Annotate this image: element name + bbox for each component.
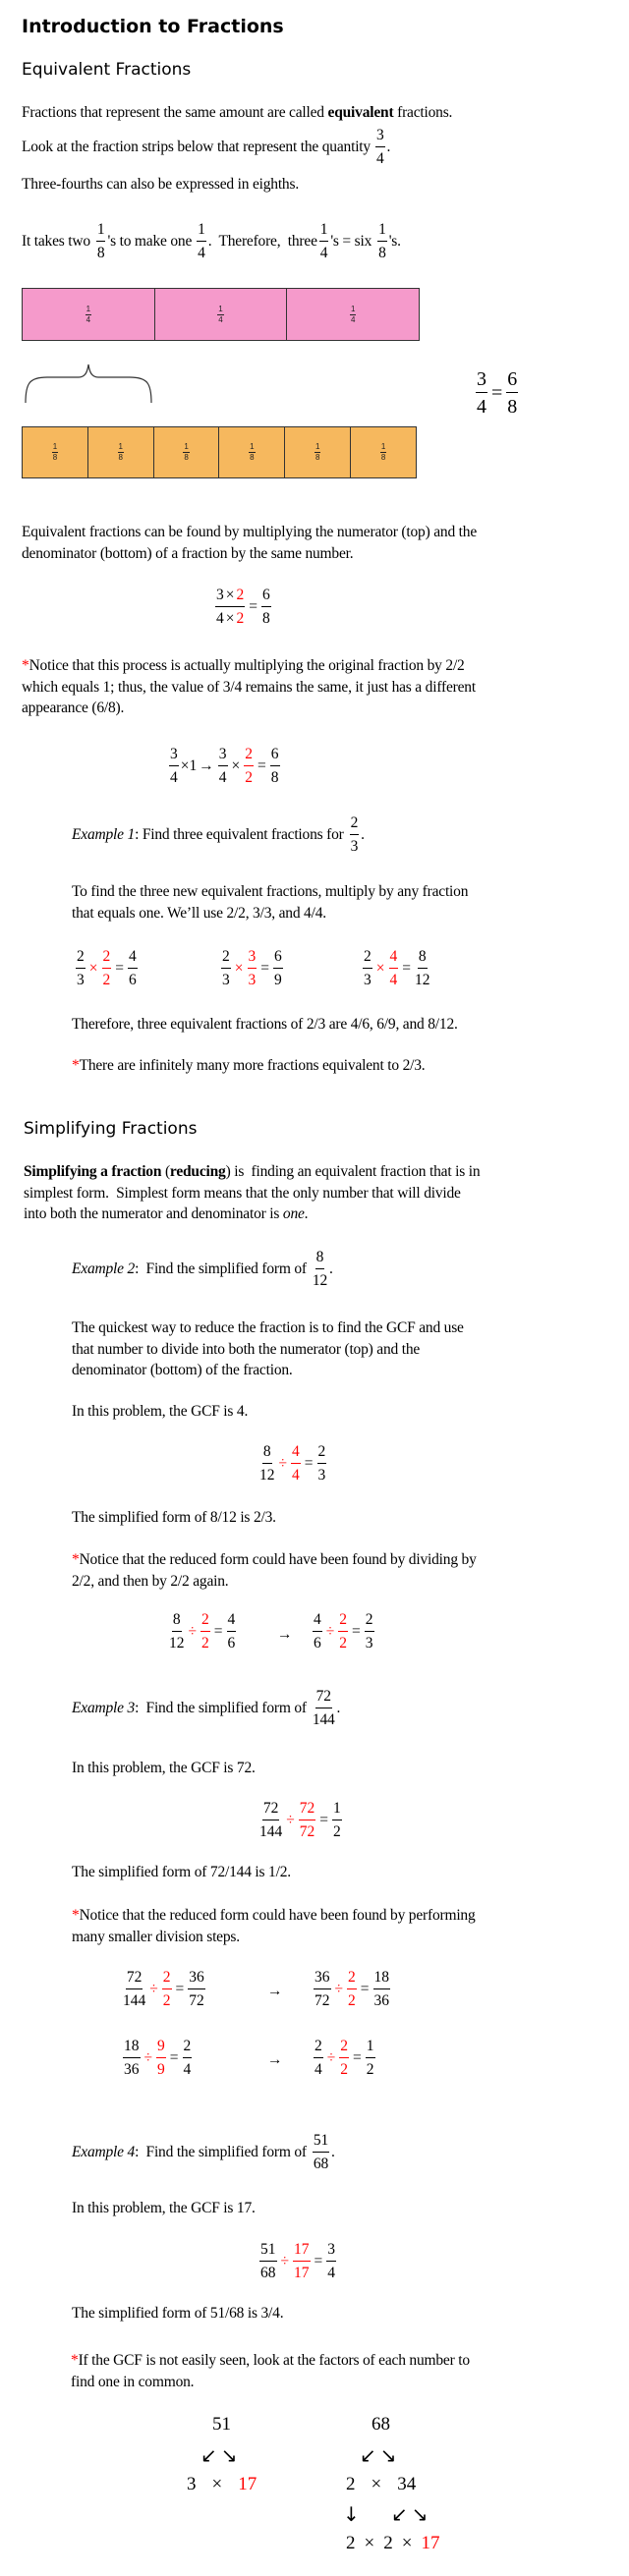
- strip-cell-eighth: 1 8: [285, 427, 351, 477]
- intro-text-end: fractions.: [393, 104, 453, 121]
- fraction: $\frac{2}{2}$: [348, 1969, 356, 2009]
- line: 2/2, and then by 2/2 again.: [72, 1572, 229, 1590]
- equals: =: [213, 1622, 223, 1640]
- section-heading-simplifying: Simplifying Fractions: [24, 1119, 198, 1139]
- divide: ÷: [326, 2048, 336, 2066]
- fraction: $\frac{3}{4}$: [170, 746, 178, 786]
- example-label: Example 3: [72, 1699, 136, 1716]
- fraction: $\frac{72}{144}$: [123, 1969, 146, 2009]
- step-equation: [167, 1612, 238, 1651]
- fraction: $\frac{18}{36}$: [373, 1969, 390, 2009]
- period: .: [336, 1699, 341, 1716]
- times: ×: [88, 959, 98, 977]
- result-text: The simplified form of 72/144 is 1/2.: [72, 1864, 291, 1880]
- factor: 34: [397, 2474, 417, 2494]
- common-factor: 17: [238, 2474, 257, 2494]
- fraction: $\frac{6}{9}$: [274, 948, 282, 988]
- equals: =: [353, 2048, 362, 2066]
- example-2-prompt: [72, 1250, 333, 1288]
- text: (: [161, 1163, 170, 1180]
- look-line: [22, 128, 390, 166]
- gcf-text: In this problem, the GCF is 4.: [72, 1403, 249, 1420]
- fraction: $\frac{8}{12}$: [169, 1611, 185, 1652]
- notice-paragraph-4: [71, 2350, 470, 2392]
- common-factor: 17: [421, 2533, 440, 2553]
- text: : Find the simplified form of: [135, 1699, 307, 1716]
- text: There are infinitely many more fractions equivalent to 2/3.: [79, 1057, 426, 1074]
- gcf-text: In this problem, the GCF is 17.: [72, 2200, 256, 2216]
- fraction: $\frac{3}{3}$: [248, 948, 257, 988]
- notice-paragraph-2: [72, 1549, 477, 1592]
- intro-text: Fractions that represent the same amount are called: [22, 104, 328, 121]
- strip-cell-fourth: 1 4: [23, 289, 155, 340]
- division-equation: [257, 2242, 338, 2280]
- fraction: $\frac{9}{9}$: [157, 2038, 165, 2078]
- divide: ÷: [280, 2252, 290, 2269]
- fraction: $\frac{3 \times 2}{4 \times 2}$: [216, 587, 245, 627]
- fraction: $\frac{2}{3}$: [317, 1443, 326, 1484]
- divide: ÷: [143, 2048, 153, 2066]
- fraction: $\frac{8}{12}$: [415, 948, 430, 988]
- fraction: $\frac{4}{4}$: [389, 948, 398, 988]
- fraction: $\frac{2}{2}$: [201, 1611, 209, 1652]
- branch-arrows-icon: ↙↘: [200, 2443, 242, 2467]
- strip-cell-fourth: 1 4: [350, 304, 356, 324]
- fraction: $\frac{18}{36}$: [124, 2038, 140, 2078]
- line: To find the three new equivalent fractions, multiply by any fraction: [72, 883, 469, 900]
- times-one-equation: [167, 747, 282, 785]
- text: : Find the simplified form of: [135, 1260, 307, 1277]
- strip-cell-eighth: 1 8: [23, 427, 88, 477]
- fraction: $\frac{6}{8}$: [270, 746, 279, 786]
- times: ×: [401, 2533, 413, 2553]
- therefore-text: Therefore, three equivalent fractions of 2/3 are 4/6, 6/9, and 8/12.: [72, 1016, 458, 1033]
- equals: =: [402, 959, 411, 977]
- fraction: 8 12: [312, 1249, 327, 1289]
- product-equation-3: [361, 949, 432, 987]
- equals: =: [360, 1980, 370, 1997]
- fraction: $\frac{6}{8}$: [507, 368, 518, 418]
- asterisk: *: [71, 2352, 79, 2369]
- divide: ÷: [334, 1980, 344, 1997]
- fraction: 2 3: [350, 814, 359, 855]
- step-equation: [121, 1970, 207, 2008]
- fraction: 1 8: [96, 221, 105, 261]
- fraction: $\frac{72}{72}$: [299, 1800, 315, 1840]
- fraction: $\frac{3}{4}$: [218, 746, 227, 786]
- factor-row-final: [346, 2533, 439, 2554]
- equals: =: [257, 756, 266, 774]
- fraction: 3 4: [375, 127, 384, 167]
- times: ×: [231, 756, 241, 774]
- equals: =: [169, 2048, 179, 2066]
- fraction: $\frac{36}{72}$: [189, 1969, 204, 2009]
- fraction: $\frac{2}{3}$: [77, 948, 85, 988]
- divide: ÷: [286, 1811, 295, 1828]
- step-equation: [312, 2039, 377, 2077]
- multiply-equation: [213, 588, 273, 626]
- gcf-text: In this problem, the GCF is 72.: [72, 1760, 256, 1776]
- example-4-prompt: [72, 2133, 335, 2171]
- three-fourths-text: Three-fourths can also be expressed in eighths.: [22, 176, 299, 193]
- fraction: $\frac{4}{6}$: [314, 1611, 321, 1652]
- term-equivalent: equivalent: [327, 104, 394, 121]
- eighths-strip: [22, 426, 417, 478]
- fraction: $\frac{36}{72}$: [314, 1969, 330, 2009]
- look-text: Look at the fraction strips below that represent the quantity: [22, 138, 371, 155]
- fraction: $\frac{3}{4}$: [477, 368, 486, 418]
- example-label: Example 4: [72, 2143, 136, 2160]
- text: . Therefore, three: [207, 232, 317, 250]
- factor-tree-root-68: 68: [372, 2414, 390, 2435]
- period: .: [329, 1260, 333, 1277]
- fraction: $\frac{2}{2}$: [340, 2038, 349, 2078]
- fraction: $\frac{3}{4}$: [327, 2241, 336, 2281]
- result-text: The simplified form of 8/12 is 2/3.: [72, 1509, 276, 1526]
- term-one: one: [282, 1205, 305, 1222]
- line: find one in common.: [71, 2373, 195, 2390]
- asterisk: *: [72, 1057, 80, 1074]
- factor-row-51: [187, 2474, 257, 2495]
- fraction: $\frac{2}{3}$: [364, 948, 372, 988]
- fraction: $\frac{2}{3}$: [365, 1611, 373, 1652]
- equals: =: [115, 959, 124, 977]
- step-equation: [121, 2039, 194, 2077]
- fraction: 1 8: [378, 221, 386, 261]
- notice-paragraph-1: [22, 655, 476, 719]
- times: ×: [371, 2474, 382, 2494]
- strip-cell-eighth: 1 8: [219, 427, 285, 477]
- fraction: $\frac{2}{2}$: [339, 1611, 348, 1652]
- fraction: $\frac{2}{4}$: [183, 2038, 192, 2078]
- fraction: 51 68: [313, 2132, 328, 2172]
- line: denominator (bottom) of the fraction.: [72, 1362, 293, 1378]
- example-1-prompt: [72, 815, 365, 854]
- equals: =: [314, 2252, 323, 2269]
- period: .: [304, 1205, 309, 1222]
- line: Notice that the reduced form could have been found by dividing by: [79, 1551, 477, 1568]
- times: ×: [375, 959, 385, 977]
- fraction: $\frac{1}{2}$: [366, 2038, 374, 2078]
- equals: =: [491, 381, 503, 404]
- fraction: 72 144: [312, 1688, 335, 1728]
- section-heading-equivalent: Equivalent Fractions: [22, 60, 192, 80]
- division-equation: [257, 1444, 328, 1483]
- strip-cell-fourth: 1 4: [155, 289, 288, 340]
- intro-paragraph: [22, 102, 452, 124]
- example-label: Example 2: [72, 1260, 136, 1277]
- line: which equals 1; thus, the value of 3/4 remains the same, it just has a different: [22, 678, 476, 696]
- equals: =: [319, 1811, 329, 1828]
- text: 's to make one: [107, 232, 193, 250]
- result-text: The simplified form of 51/68 is 3/4.: [72, 2305, 284, 2322]
- period: .: [386, 138, 391, 155]
- fraction: $\frac{72}{144}$: [259, 1800, 283, 1840]
- asterisk: *: [22, 657, 29, 674]
- notice-paragraph-3: [72, 1905, 476, 1947]
- infinite-note: [72, 1055, 425, 1077]
- line: Equivalent fractions can be found by multiplying the numerator (top) and the: [22, 524, 478, 540]
- line: that equals one. We’ll use 2/2, 3/3, and 4/4.: [72, 904, 326, 922]
- fraction: $\frac{17}{17}$: [294, 2241, 310, 2281]
- fraction: $\frac{2}{2}$: [245, 746, 253, 786]
- fraction: 1 4: [319, 221, 328, 261]
- divide: ÷: [188, 1622, 198, 1640]
- times-one: ×1: [180, 756, 198, 774]
- division-equation: [257, 1801, 344, 1839]
- fraction: $\frac{2}{2}$: [102, 948, 111, 988]
- period: .: [361, 825, 365, 843]
- simplify-definition: [24, 1161, 480, 1225]
- period: .: [331, 2143, 335, 2160]
- down-arrow-icon: ↓: [343, 2502, 360, 2526]
- line: denominator (bottom) of a fraction by the same number.: [22, 544, 354, 562]
- asterisk: *: [72, 1907, 80, 1924]
- text: : Find the simplified form of: [135, 2143, 307, 2160]
- factor-tree-root-51: 51: [212, 2414, 231, 2435]
- text: ) is finding an equivalent fraction that is in: [225, 1163, 481, 1180]
- equals: =: [260, 959, 269, 977]
- strip-cell-eighth: 1 8: [380, 442, 386, 462]
- fraction: $\frac{6}{8}$: [262, 587, 270, 627]
- strip-cell-eighth: 1 8: [154, 427, 220, 477]
- step-equation: [311, 1612, 376, 1651]
- fraction: $\frac{51}{68}$: [260, 2241, 276, 2281]
- fraction: $\frac{8}{12}$: [259, 1443, 275, 1484]
- divide: ÷: [149, 1980, 158, 1997]
- arrow-right-icon: →: [277, 1626, 293, 1643]
- line: appearance (6/8).: [22, 700, 125, 716]
- example-1-explanation: [72, 881, 468, 924]
- asterisk: *: [72, 1551, 80, 1568]
- equals: =: [304, 1454, 314, 1472]
- fraction: $\frac{2}{3}$: [222, 948, 230, 988]
- line: that number to divide into both the numerator (top) and the: [72, 1340, 421, 1358]
- text: It takes two: [22, 232, 90, 250]
- equals: =: [352, 1622, 361, 1640]
- line: many smaller division steps.: [72, 1928, 240, 1945]
- fraction: $\frac{2}{2}$: [162, 1969, 171, 2009]
- term: reducing: [169, 1163, 226, 1180]
- product-equation-2: [219, 949, 285, 987]
- quickest-way-text: [72, 1317, 464, 1381]
- fraction: $\frac{4}{6}$: [129, 948, 137, 988]
- arrow-right-icon: →: [267, 1983, 283, 1999]
- fraction: $\frac{4}{6}$: [227, 1611, 236, 1652]
- factor-row-68: [346, 2474, 416, 2495]
- curly-brace-icon: [24, 364, 155, 405]
- branch-arrows-icon: ↙↘: [360, 2443, 401, 2467]
- factor: 3: [187, 2474, 197, 2494]
- line: Notice that the reduced form could have been found by performing: [79, 1907, 476, 1924]
- takes-two-line: [22, 222, 401, 260]
- arrow-right-icon: →: [267, 2051, 283, 2068]
- product-equation-1: [74, 949, 140, 987]
- branch-arrows-icon: ↙↘: [391, 2502, 432, 2526]
- text: into both the numerator and denominator is: [24, 1205, 283, 1222]
- divide: ÷: [325, 1622, 335, 1640]
- example-label: Example 1: [72, 825, 136, 843]
- example-3-prompt: [72, 1689, 340, 1727]
- factor: 2: [383, 2533, 393, 2553]
- fraction: 1 4: [198, 221, 205, 261]
- line: The quickest way to reduce the fraction is to find the GCF and use: [72, 1319, 464, 1336]
- strip-equation: [474, 369, 520, 417]
- term: Simplifying a fraction: [24, 1163, 162, 1180]
- fraction: $\frac{4}{4}$: [292, 1443, 300, 1484]
- text: 's.: [388, 232, 401, 250]
- times: ×: [211, 2474, 223, 2494]
- equals: =: [175, 1980, 185, 1997]
- step-equation: [312, 1970, 392, 2008]
- line: If the GCF is not easily seen, look at the factors of each number to: [78, 2352, 470, 2369]
- text: 's = six: [330, 232, 372, 250]
- line: simplest form. Simplest form means that the only number that will divide: [24, 1184, 461, 1202]
- times: ×: [234, 959, 244, 977]
- times: ×: [364, 2533, 375, 2553]
- multiply-paragraph: [22, 522, 477, 564]
- strip-cell-eighth: 1 8: [88, 427, 154, 477]
- factor: 2: [346, 2474, 356, 2494]
- fourths-strip: [22, 288, 420, 341]
- line: Notice that this process is actually multiplying the original fraction by 2/2: [29, 657, 465, 674]
- factor: 2: [346, 2533, 356, 2553]
- fraction: $\frac{2}{4}$: [314, 2038, 322, 2078]
- equals: =: [249, 597, 257, 615]
- fraction: $\frac{1}{2}$: [333, 1800, 341, 1840]
- page-title: Introduction to Fractions: [22, 16, 284, 37]
- divide: ÷: [278, 1454, 288, 1472]
- text: : Find three equivalent fractions for: [135, 825, 344, 843]
- arrow-right-icon: →: [199, 756, 214, 774]
